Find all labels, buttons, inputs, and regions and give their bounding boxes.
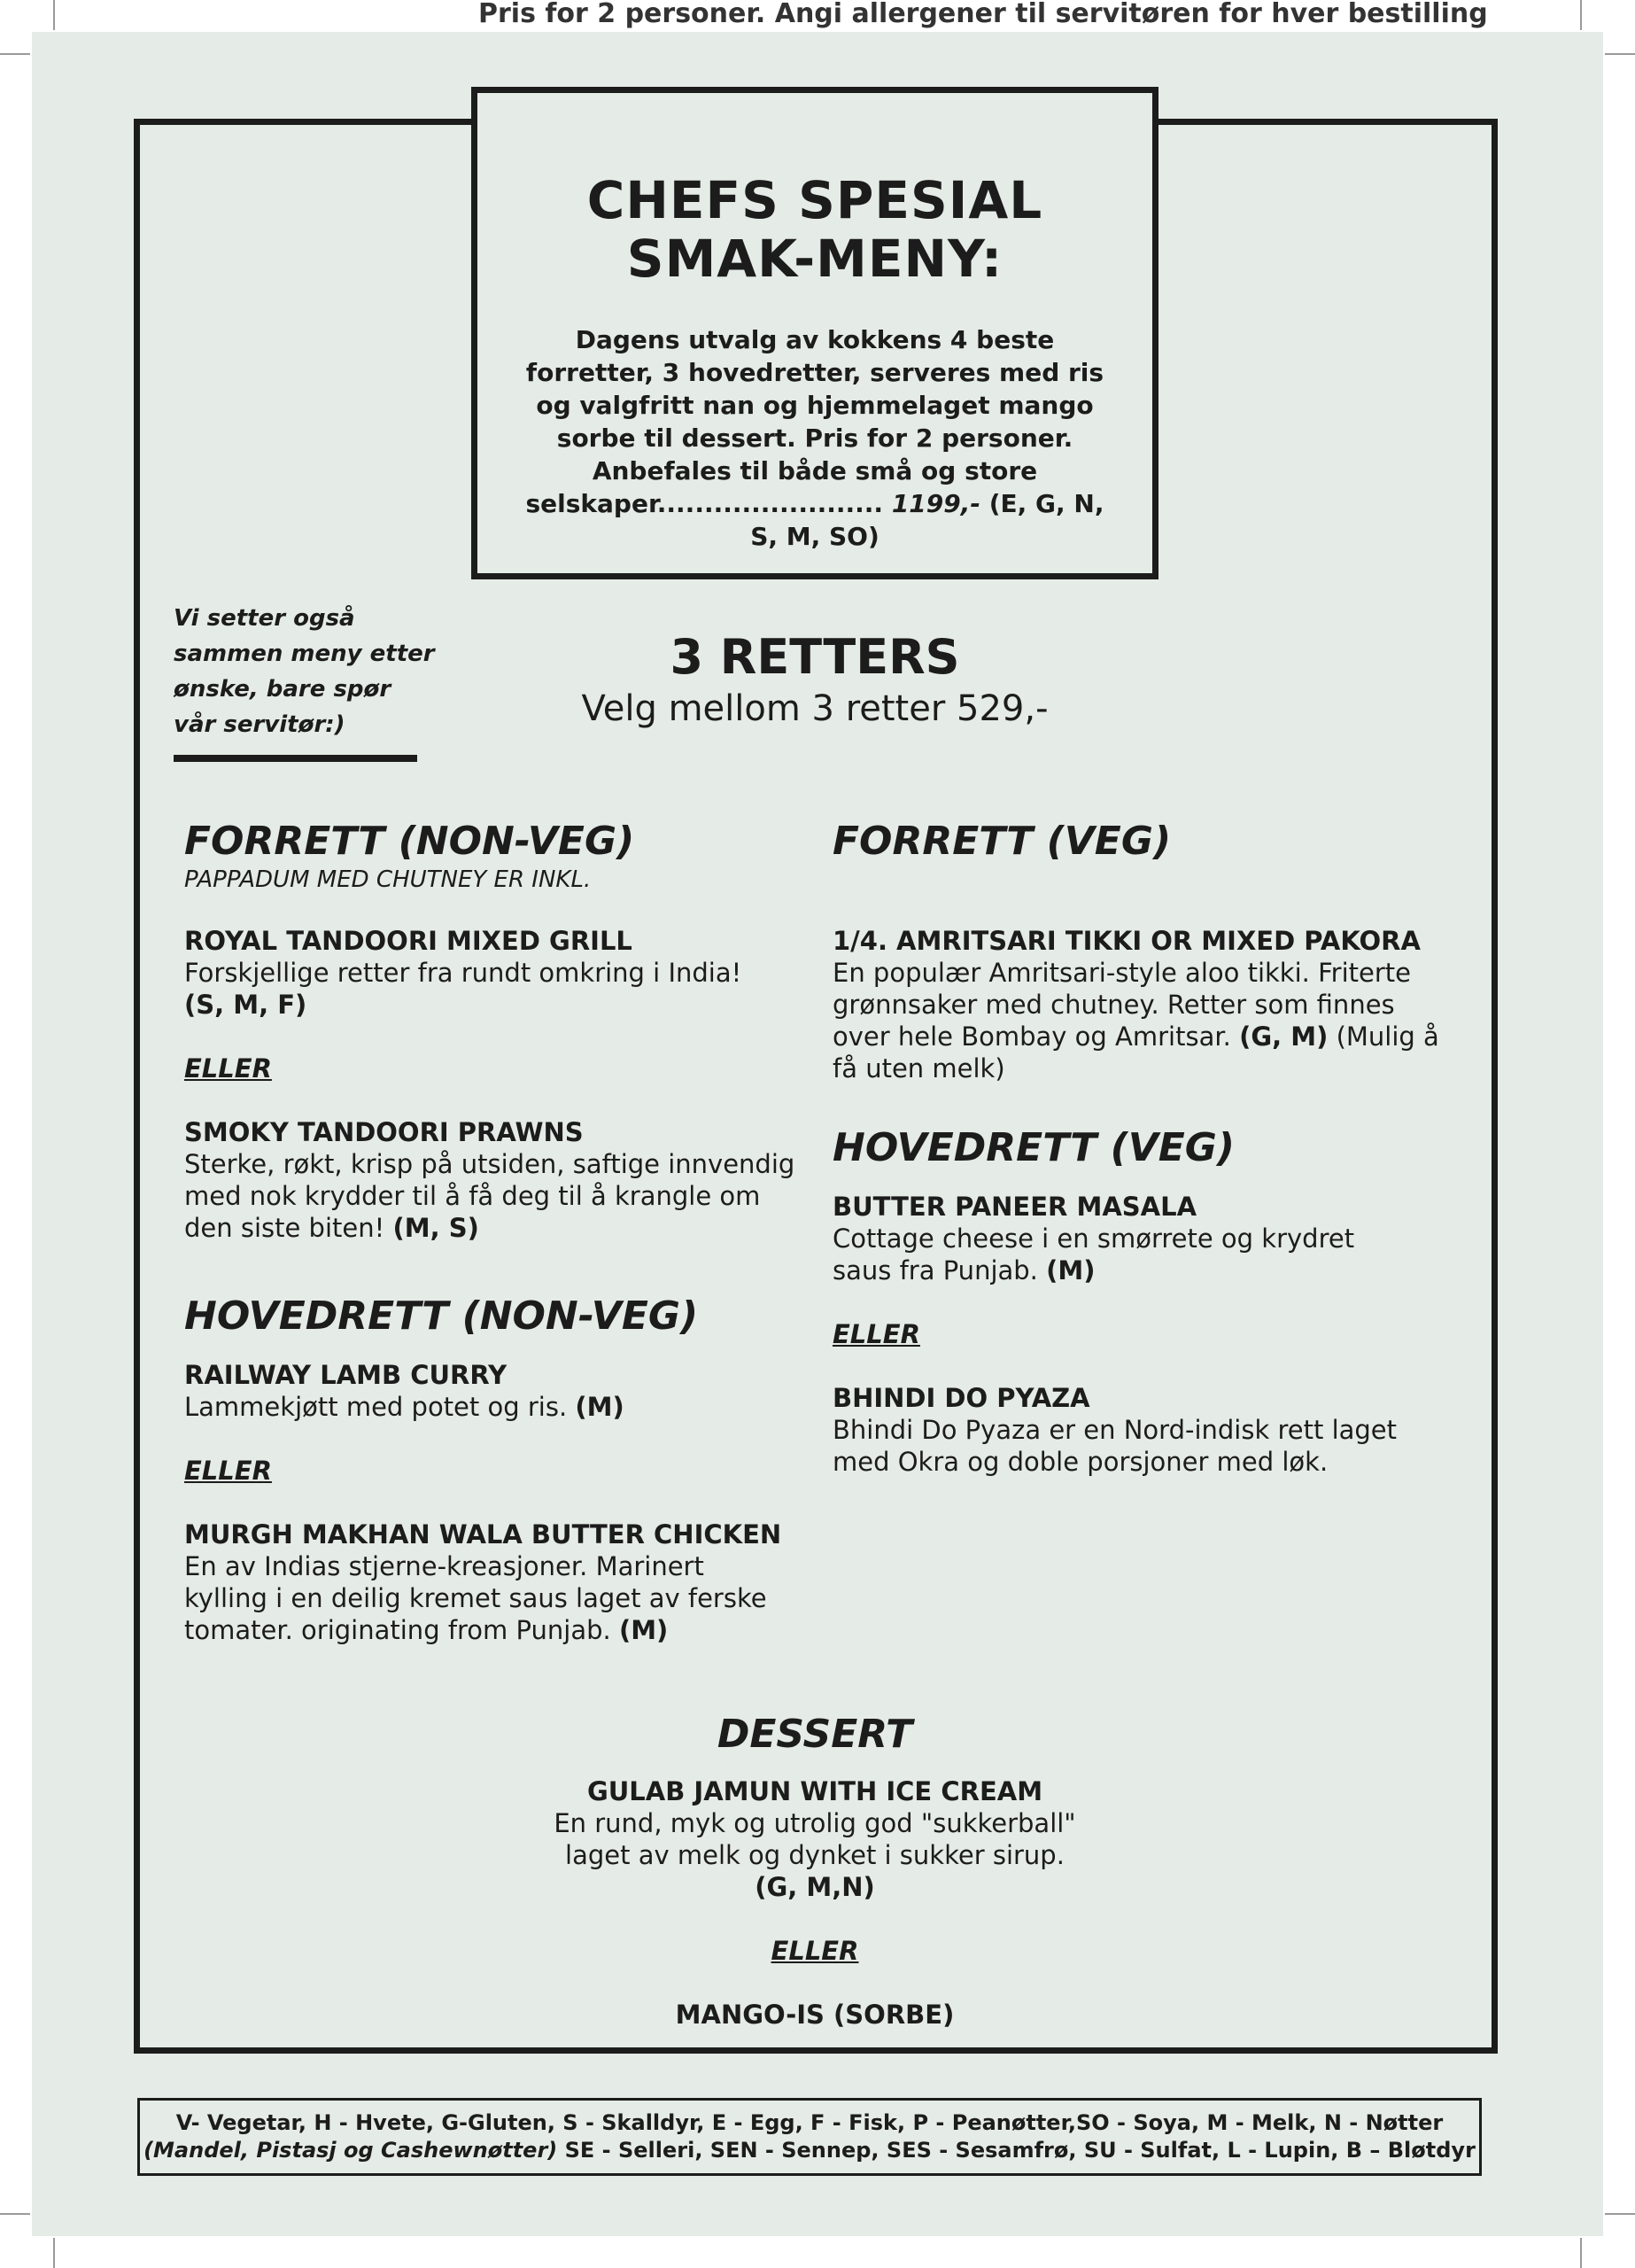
dish-description: Bhindi Do Pyaza er en Nord-indisk rett laget med Okra og doble porsjoner med løk.: [833, 1415, 1398, 1477]
dish-name: 1/4. AMRITSARI TIKKI OR MIXED PAKORA: [833, 926, 1421, 956]
eller-divider: ELLER: [184, 1053, 272, 1084]
dish-allergens: (M): [618, 1615, 669, 1645]
eller-divider: ELLER: [833, 1319, 920, 1349]
veg-column: [833, 817, 1453, 1478]
crop-mark: [1605, 2213, 1635, 2215]
dish-name: SMOKY TANDOORI PRAWNS: [184, 1117, 584, 1147]
crop-mark: [53, 2238, 55, 2268]
dish-allergens: (S, M, F): [184, 990, 307, 1020]
special-description: Dagens utvalg av kokkens 4 beste forretter, 3 hovedretter, serveres med ris og valgfritt nan og hjemmelaget mango sorbe til dessert. Pris for 2 personer. Anbefales til både små og store selskaper........................ 1199,- (E, G, N, S, M, SO): [525, 325, 1104, 551]
dish-description: En populær Amritsari-style aloo tikki. Friterte grønnsaker med chutney. Retter som finnes over hele Bombay og Amritsar. (G, M) (Mulig å få uten melk): [833, 958, 1439, 1084]
three-course-header: [496, 629, 1134, 732]
dish-allergens: (M): [575, 1392, 624, 1422]
dessert-section: [461, 1710, 1169, 2031]
dish-description: En av Indias stjerne-kreasjoner. Marinert kylling i en deilig kremet saus laget av ferske tomater. originating from Punjab. (M): [184, 1551, 767, 1645]
dish-allergens: (G, M,N): [755, 1872, 875, 1902]
dish-description: Sterke, røkt, krisp på utsiden, saftige innvendig med nok krydder til å få deg til å krangle om den siste biten! (M, S): [184, 1149, 795, 1243]
section-title-forrett-veg: FORRETT (VEG): [833, 819, 1172, 864]
special-price: 1199,-: [891, 489, 980, 518]
crop-mark: [1580, 2238, 1582, 2268]
special-title: CHEFS SPESIAL SMAK-MENY:: [586, 170, 1043, 289]
custom-menu-note: Vi setter også sammen meny etter ønske, bare spør vår servitør:): [174, 605, 435, 738]
crop-mark: [1605, 53, 1635, 55]
dish-description: Forskjellige retter fra rundt omkring i India!: [184, 958, 742, 988]
eller-divider: ELLER: [771, 1936, 859, 1966]
chefs-special-box: [471, 87, 1158, 579]
crop-mark: [53, 0, 55, 30]
dish-description: Cottage cheese i en smørrete og krydret saus fra Punjab. (M): [833, 1223, 1355, 1285]
allergen-legend: [137, 2098, 1482, 2176]
section-subtitle: PAPPADUM MED CHUTNEY ER INKL.: [184, 866, 592, 893]
section-title-forrett-non-veg: FORRETT (NON-VEG): [184, 819, 635, 864]
dish-name: BHINDI DO PYAZA: [833, 1383, 1090, 1413]
crop-mark: [0, 2213, 30, 2215]
dish-description: Lammekjøtt med potet og ris. (M): [184, 1392, 624, 1422]
dish-name: RAILWAY LAMB CURRY: [184, 1360, 508, 1390]
section-title-hovedrett-non-veg: HOVEDRETT (NON-VEG): [184, 1293, 699, 1339]
dish-description: En rund, myk og utrolig god "sukkerball" laget av melk og dynket i sukker sirup. (G, M,N): [554, 1808, 1076, 1902]
note-underline: [174, 755, 417, 762]
crop-mark: [1580, 0, 1582, 30]
dish-allergens: (M, S): [392, 1213, 479, 1243]
dish-name: MANGO-IS (SORBE): [675, 2000, 955, 2030]
dish-allergens: (G, M): [1239, 1021, 1329, 1052]
section-title-dessert: DESSERT: [717, 1712, 913, 1757]
dish-name: BUTTER PANEER MASALA: [833, 1192, 1197, 1222]
dish-name: GULAB JAMUN WITH ICE CREAM: [586, 1776, 1043, 1806]
dish-name: ROYAL TANDOORI MIXED GRILL: [184, 926, 632, 956]
section-title-hovedrett-veg: HOVEDRETT (VEG): [833, 1125, 1236, 1170]
non-veg-column: [184, 817, 804, 1646]
crop-mark: [0, 53, 30, 55]
dish-name: MURGH MAKHAN WALA BUTTER CHICKEN: [184, 1519, 782, 1550]
eller-divider: ELLER: [184, 1456, 272, 1486]
legend-line: (Mandel, Pistasj og Cashewnøtter) SE - Selleri, SEN - Sennep, SES - Sesamfrø, SU - Sulfat, L - Lupin, B – Bløtdyr: [143, 2138, 1476, 2163]
legend-line: V- Vegetar, H - Hvete, G-Gluten, S - Skalldyr, E - Egg, F - Fisk, P - Peanøtter,SO - Soya, M - Melk, N - Nøtter: [175, 2110, 1444, 2135]
three-course-title: 3 RETTERS: [670, 629, 960, 685]
dish-allergens: (M): [1046, 1255, 1096, 1285]
cut-off-header-text: Pris for 2 personer. Angi allergener til servitøren for hver bestilling: [478, 0, 1488, 29]
three-course-price: Velg mellom 3 retter 529,-: [581, 688, 1049, 729]
